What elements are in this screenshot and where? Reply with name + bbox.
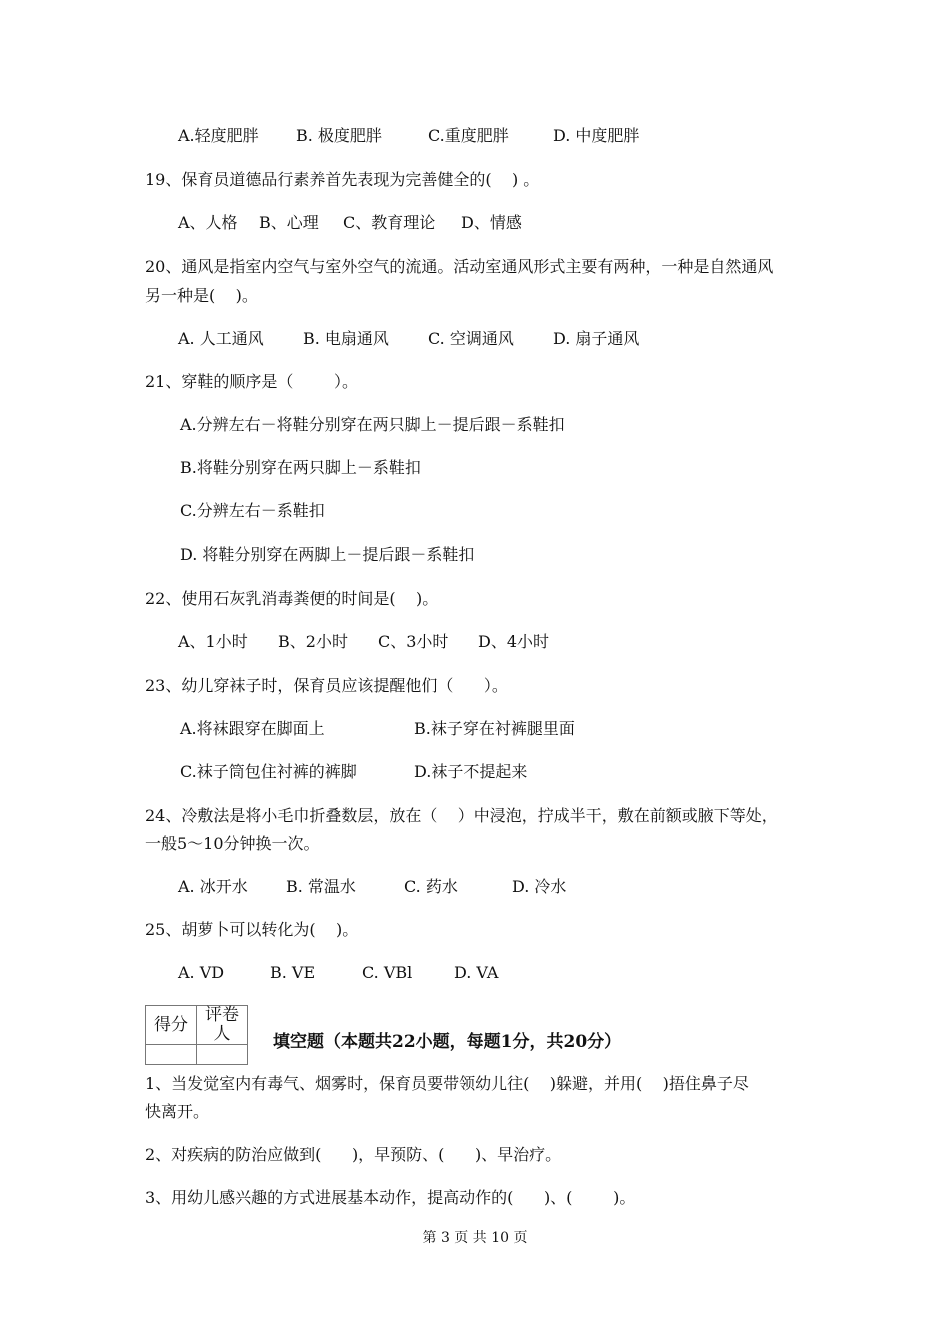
q22-option-c: C、3小时: [378, 632, 449, 651]
q21-option-b: B.将鞋分别穿在两只脚上－系鞋扣: [180, 458, 421, 477]
q18-option-d: D. 中度肥胖: [553, 126, 640, 145]
q25-option-d: D. VA: [454, 963, 499, 982]
q22-stem: 22、使用石灰乳消毒粪便的时间是( )。: [145, 589, 439, 608]
q20-option-b: B. 电扇通风: [303, 329, 389, 348]
score-box: [145, 1005, 248, 1065]
q25-option-a: A. VD: [178, 963, 225, 982]
grader-label: 评卷人: [197, 1006, 248, 1045]
page-number: 第 3 页 共 10 页: [422, 1230, 528, 1246]
q23-option-c: C.袜子筒包住衬裤的裤脚: [180, 762, 357, 781]
q19-stem: 19、保育员道德品行素养首先表现为完善健全的( ) 。: [145, 170, 540, 189]
q23-option-b: B.袜子穿在衬裤腿里面: [414, 719, 575, 738]
q21-option-d: D. 将鞋分别穿在两脚上－提后跟－系鞋扣: [180, 545, 475, 564]
q25-option-b: B. VE: [270, 963, 316, 982]
q22-option-a: A、1小时: [178, 632, 248, 651]
q24-stem-line1: 24、冷敷法是将小毛巾折叠数层，放在（ ）中浸泡，拧成半干，敷在前额或腋下等处，: [145, 806, 778, 825]
fill-q1-line2: 快离开。: [145, 1102, 210, 1121]
q18-option-a: A.轻度肥胖: [178, 126, 259, 145]
q19-option-d: D、情感: [461, 213, 522, 232]
q24-option-a: A. 冰开水: [178, 877, 248, 896]
q22-option-b: B、2小时: [278, 632, 348, 651]
q23-option-a: A.将袜跟穿在脚面上: [180, 719, 325, 738]
q20-stem-line2: 另一种是( )。: [145, 286, 258, 305]
q19-option-c: C、教育理论: [343, 213, 436, 232]
q25-stem: 25、胡萝卜可以转化为( )。: [145, 920, 359, 939]
q24-option-c: C. 药水: [404, 877, 458, 896]
q20-stem-line1: 20、通风是指室内空气与室外空气的流通。活动室通风形式主要有两种，一种是自然通风: [145, 257, 774, 276]
q20-option-c: C. 空调通风: [428, 329, 514, 348]
score-cell: [146, 1045, 197, 1065]
section-title: 填空题（本题共22小题，每题1分，共20分）: [273, 1032, 622, 1052]
q25-option-c: C. VBl: [362, 963, 413, 982]
q21-option-c: C.分辨左右－系鞋扣: [180, 501, 325, 520]
q18-option-b: B. 极度肥胖: [296, 126, 382, 145]
q19-option-b: B、心理: [259, 213, 319, 232]
q23-option-d: D.袜子不提起来: [414, 762, 528, 781]
score-label: 得分: [146, 1006, 197, 1045]
q22-option-d: D、4小时: [478, 632, 550, 651]
q20-option-d: D. 扇子通风: [553, 329, 640, 348]
q18-option-c: C.重度肥胖: [428, 126, 509, 145]
q19-option-a: A、人格: [178, 213, 238, 232]
q24-option-d: D. 冷水: [512, 877, 567, 896]
q23-stem: 23、幼儿穿袜子时，保育员应该提醒他们（ ）。: [145, 676, 508, 695]
fill-q3: 3、用幼儿感兴趣的方式进展基本动作，提高动作的( )、( )。: [145, 1188, 636, 1207]
grader-cell: [197, 1045, 248, 1065]
q24-option-b: B. 常温水: [286, 877, 356, 896]
q20-option-a: A. 人工通风: [178, 329, 264, 348]
q21-option-a: A.分辨左右－将鞋分别穿在两只脚上－提后跟－系鞋扣: [180, 415, 565, 434]
q24-stem-line2: 一般5～10分钟换一次。: [145, 834, 320, 853]
fill-q2: 2、对疾病的防治应做到( )，早预防、( )、早治疗。: [145, 1145, 562, 1164]
q21-stem: 21、穿鞋的顺序是（ ）。: [145, 372, 359, 391]
fill-q1-line1: 1、当发觉室内有毒气、烟雾时，保育员要带领幼儿往( )躲避，并用( )捂住鼻子尽: [145, 1074, 749, 1093]
